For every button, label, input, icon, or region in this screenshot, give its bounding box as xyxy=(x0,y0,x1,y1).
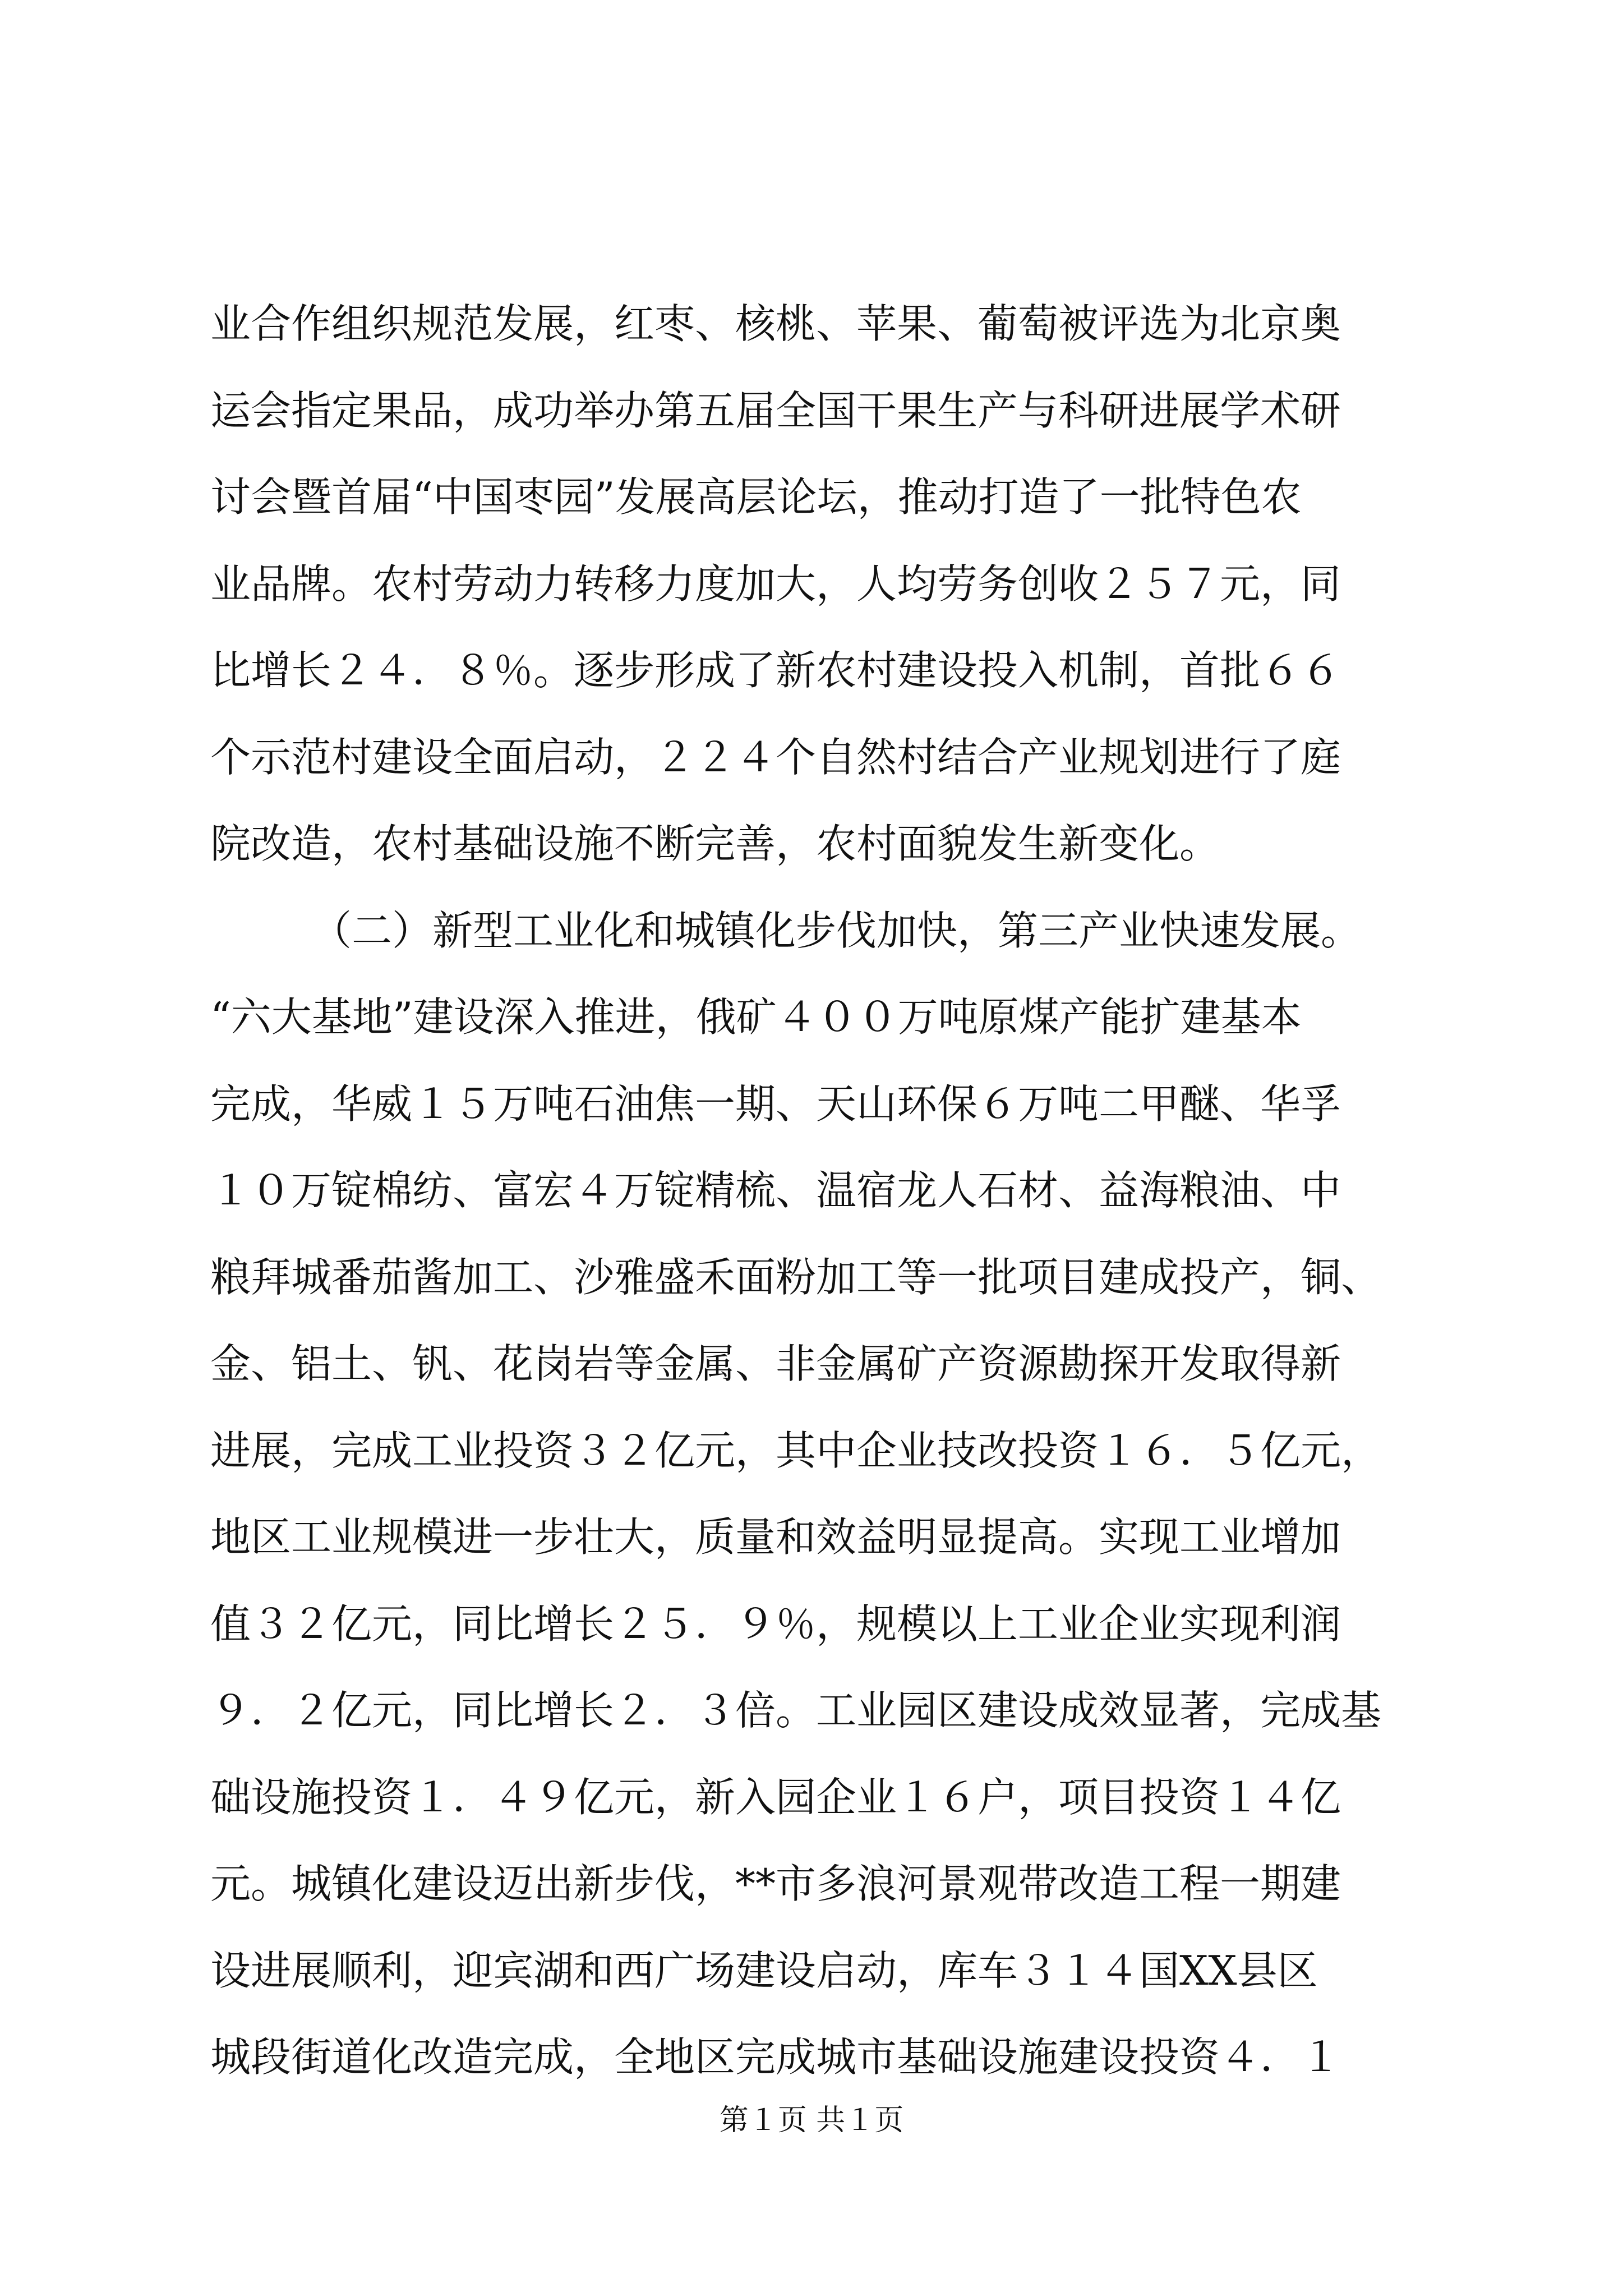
text-line: １０万锭棉纺、富宏４万锭精梳、温宿龙人石材、益海粮油、中 xyxy=(210,1167,1341,1214)
text-line: 粮拜城番茄酱加工、沙雅盛禾面粉加工等一批项目建成投产，铜、 xyxy=(210,1253,1382,1301)
text-line: 城段街道化改造完成，全地区完成城市基础设施建设投资４．１ xyxy=(210,2033,1341,2081)
text-line: 元。城镇化建设迈出新步伐，**市多浪河景观带改造工程一期建 xyxy=(210,1860,1341,1907)
text-line: 进展，完成工业投资３２亿元，其中企业技改投资１６．５亿元， xyxy=(210,1427,1382,1474)
text-line: 个示范村建设全面启动，２２４个自然村结合产业规划进行了庭 xyxy=(210,733,1341,781)
text-line: 地区工业规模进一步壮大，质量和效益明显提高。实现工业增加 xyxy=(210,1513,1341,1561)
page-footer xyxy=(0,2101,1623,2140)
text-line: “六大基地”建设深入推进，俄矿４００万吨原煤产能扩建基本 xyxy=(210,993,1302,1041)
text-line: ９．２亿元，同比增长２．３倍。工业园区建设成效显著，完成基 xyxy=(210,1687,1382,1734)
text-line: 础设施投资１．４９亿元，新入园企业１６户，项目投资１４亿 xyxy=(210,1773,1341,1821)
text-line: 业合作组织规范发展，红枣、核桃、苹果、葡萄被评选为北京奥 xyxy=(210,300,1341,347)
text-line: 比增长２４．８％。逐步形成了新农村建设投入机制，首批６６ xyxy=(210,647,1341,694)
text-line: 完成，华威１５万吨石油焦一期、天山环保６万吨二甲醚、华孚 xyxy=(210,1080,1341,1128)
text-line: 院改造，农村基础设施不断完善，农村面貌发生新变化。 xyxy=(210,820,1220,867)
text-line: 业品牌。农村劳动力转移力度加大，人均劳务创收２５７元，同 xyxy=(210,560,1341,608)
text-line: 设进展顺利，迎宾湖和西广场建设启动，库车３１４国XX县区 xyxy=(210,1947,1318,1994)
text-line: 运会指定果品，成功举办第五届全国干果生产与科研进展学术研 xyxy=(210,386,1341,434)
page-number-label: 第１页 共１页 xyxy=(719,2104,904,2137)
text-line: 讨会暨首届“中国枣园”发展高层论坛，推动打造了一批特色农 xyxy=(210,473,1302,521)
text-line: 值３２亿元，同比增长２５．９％，规模以上工业企业实现利润 xyxy=(210,1600,1341,1648)
text-line: 金、铝土、钒、花岗岩等金属、非金属矿产资源勘探开发取得新 xyxy=(210,1340,1341,1387)
body-text xyxy=(210,280,1433,2101)
section-heading-line: （二）新型工业化和城镇化步伐加快，第三产业快速发展。 xyxy=(311,907,1362,954)
